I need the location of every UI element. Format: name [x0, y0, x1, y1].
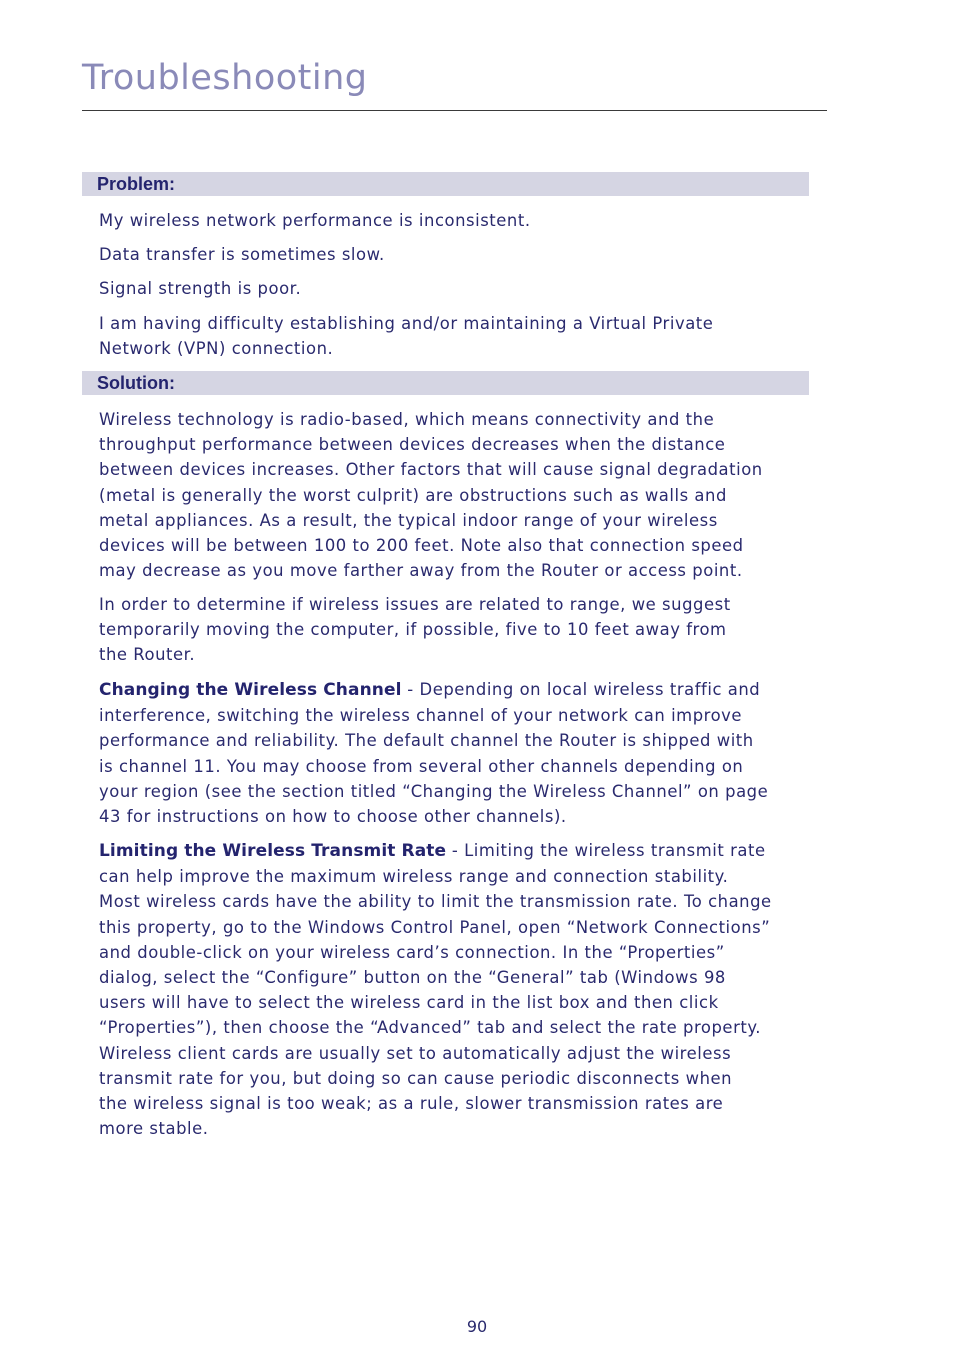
paragraph-line: “Properties”), then choose the “Advanced” tab and select the rate property.	[99, 1018, 762, 1038]
paragraph-line: transmit rate for you, but doing so can cause periodic disconnects when	[99, 1068, 733, 1088]
solution-paragraph-move	[99, 592, 815, 668]
paragraph-line: more stable.	[99, 1119, 209, 1139]
paragraph-line: users will have to select the wireless card in the list box and then click	[99, 993, 719, 1013]
channel-heading: Changing the Wireless Channel	[99, 680, 402, 700]
solution-paragraph-range	[99, 407, 815, 583]
rate-heading: Limiting the Wireless Transmit Rate	[99, 841, 447, 861]
paragraph-line: In order to determine if wireless issues are related to range, we suggest	[99, 595, 731, 614]
page-number: 90	[466, 1317, 488, 1336]
paragraph-line: dialog, select the “Configure” button on the “General” tab (Windows 98	[99, 968, 726, 988]
problem-item	[99, 242, 815, 267]
paragraph-line: interference, switching the wireless channel of your network can improve	[99, 706, 743, 726]
paragraph-line: Wireless client cards are usually set to automatically adjust the wireless	[99, 1043, 732, 1063]
problem-item-line: My wireless network performance is inconsistent.	[99, 211, 531, 230]
paragraph-line: Wireless technology is radio-based, which means connectivity and the	[99, 410, 715, 429]
paragraph-line: devices will be between 100 to 200 feet. Note also that connection speed	[99, 536, 744, 556]
paragraph-line: your region (see the section titled “Changing the Wireless Channel” on page	[99, 781, 769, 801]
paragraph-line	[99, 838, 815, 864]
problem-item-line: I am having difficulty establishing and/or maintaining a Virtual Private	[99, 314, 714, 333]
problem-item	[99, 276, 815, 301]
channel-intro: - Depending on local wireless traffic and	[401, 680, 761, 699]
paragraph-line: metal appliances. As a result, the typical indoor range of your wireless	[99, 510, 718, 530]
title-rule	[82, 110, 827, 111]
paragraph-line: this property, go to the Windows Control Panel, open “Network Connections”	[99, 917, 771, 937]
paragraph-line: Most wireless cards have the ability to limit the transmission rate. To change	[99, 892, 772, 912]
paragraph-line: may decrease as you move farther away from the Router or access point.	[99, 561, 743, 581]
paragraph-line: the wireless signal is too weak; as a rule, slower transmission rates are	[99, 1094, 724, 1114]
solution-heading: Solution:	[97, 373, 175, 393]
problem-item-line: Data transfer is sometimes slow.	[99, 245, 385, 264]
paragraph-line: is channel 11. You may choose from several other channels depending on	[99, 756, 744, 776]
problem-item	[99, 208, 815, 233]
paragraph-line: (metal is generally the worst culprit) are obstructions such as walls and	[99, 485, 727, 505]
problem-item-line: Signal strength is poor.	[99, 279, 302, 298]
paragraph-line	[99, 677, 815, 703]
paragraph-line: can help improve the maximum wireless range and connection stability.	[99, 867, 729, 887]
page-title: Troubleshooting	[82, 58, 368, 98]
paragraph-line: throughput performance between devices decreases when the distance	[99, 435, 726, 455]
paragraph-line: and double-click on your wireless card’s connection. In the “Properties”	[99, 942, 725, 962]
problem-item-line: Network (VPN) connection.	[99, 339, 334, 359]
rate-intro: - Limiting the wireless transmit rate	[446, 841, 766, 860]
paragraph-line: 43 for instructions on how to choose other channels).	[99, 807, 567, 827]
solution-paragraph-channel	[99, 677, 815, 829]
paragraph-line: performance and reliability. The default channel the Router is shipped with	[99, 731, 754, 751]
problem-item	[99, 311, 815, 361]
solution-paragraph-rate	[99, 838, 815, 1141]
paragraph-line: the Router.	[99, 645, 196, 665]
solution-header-bar	[82, 371, 809, 395]
problem-header-bar	[82, 172, 809, 196]
paragraph-line: temporarily moving the computer, if possible, five to 10 feet away from	[99, 620, 727, 640]
problem-heading: Problem:	[97, 174, 176, 194]
paragraph-line: between devices increases. Other factors that will cause signal degradation	[99, 460, 763, 480]
